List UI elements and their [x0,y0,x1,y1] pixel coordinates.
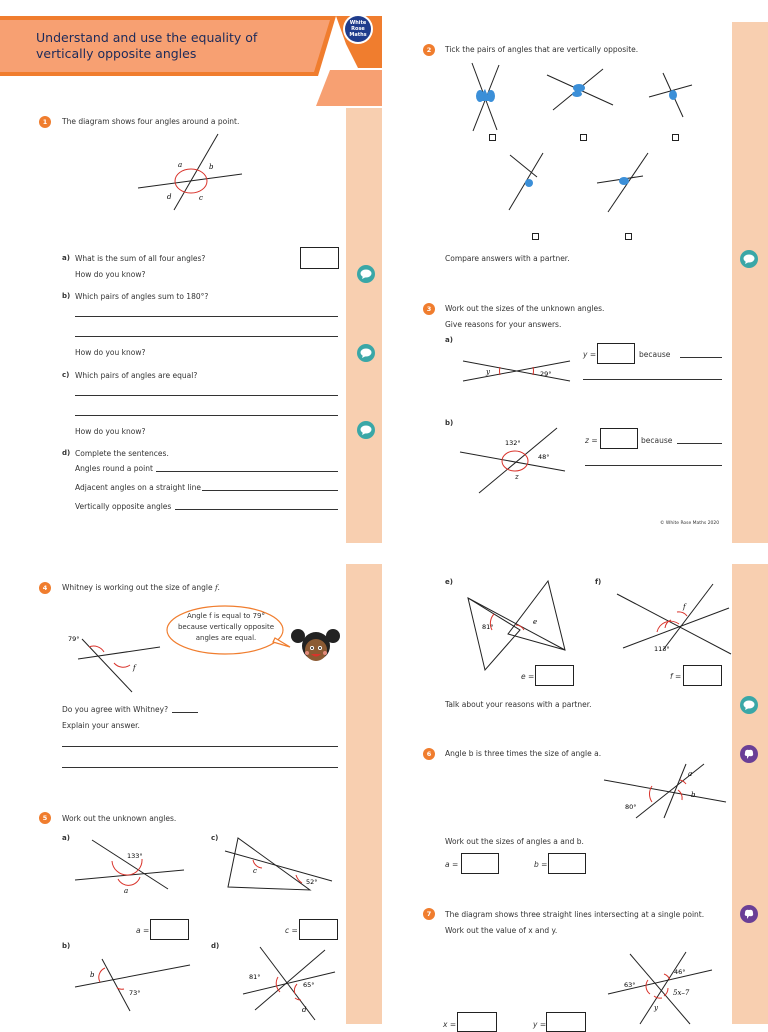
vertically-opposite-options-diagram [445,55,695,215]
answer-line[interactable] [75,395,338,396]
angle-label-a: a [178,161,183,169]
diagram-5f [613,580,733,660]
answer-line[interactable] [172,712,198,713]
angle-80: 80° [625,803,637,811]
answer-box[interactable] [300,247,339,269]
page-3 [0,562,382,1024]
angle-48: 48° [538,453,550,461]
diagram-5a [72,837,187,897]
sentence-stem: Vertically opposite angles [75,502,172,511]
question-number: 2 [423,44,435,56]
equation-label: x = [443,1020,457,1029]
answer-line[interactable] [202,490,338,491]
discuss-icon [740,696,758,714]
part-label: a) [62,834,70,842]
question-text: Which pairs of angles are equal? [75,371,198,380]
question-text: Whitney is working out the size of angle f. [62,583,220,592]
question-number: 5 [39,812,51,824]
equation-label: f = [670,672,682,681]
question-number: 4 [39,582,51,594]
angle-81: 81° [482,623,494,631]
angle-46: 46° [674,968,686,976]
angle-52: 52° [306,878,318,886]
answer-box[interactable] [600,428,638,449]
whitney-character [288,624,343,664]
sidebar [732,22,768,543]
question-number: 1 [39,116,51,128]
angle-133: 133° [127,852,143,860]
angle-79: 79° [68,635,80,643]
question-text: Which pairs of angles sum to 180°? [75,292,209,301]
answer-line[interactable] [583,379,722,380]
part-label: f) [595,578,602,586]
angle-63: 63° [624,981,636,989]
white-rose-maths-logo: White Rose Maths [343,14,373,44]
answer-line[interactable] [75,415,338,416]
angle-113: 113° [654,645,670,653]
equation-label: e = [521,672,535,681]
answer-line[interactable] [175,509,338,510]
diagram-5e [460,578,575,673]
answer-line[interactable] [75,336,338,337]
answer-box[interactable] [461,853,499,874]
diagram-5b [72,955,192,1015]
page-1 [0,0,382,543]
speech-text: Angle f is equal to 79° because vertically opposite angles are equal. [177,612,274,642]
angle-label-b: b [90,971,95,979]
diagram-3a [460,355,580,385]
sidebar [346,108,382,543]
part-label: b) [62,292,71,300]
question-text: Complete the sentences. [75,449,169,458]
copyright: © White Rose Maths 2020 [660,521,720,526]
sidebar [732,564,768,1024]
answer-box[interactable] [535,665,574,686]
part-label: b) [445,419,454,427]
equation-label: a = [445,860,459,869]
question-text: Tick the pairs of angles that are vertically opposite. [445,45,639,54]
part-label: b) [62,942,71,950]
angle-label-f: f [133,664,136,672]
angle-label-y: y [654,1004,658,1012]
discussion-prompt: Compare answers with a partner. [445,254,570,263]
answer-line[interactable] [680,357,722,358]
answer-line[interactable] [62,767,338,768]
discuss-icon [357,344,375,362]
tick-box[interactable] [625,233,632,240]
question-text: Do you agree with Whitney? [62,705,169,714]
answer-box[interactable] [548,853,586,874]
answer-line[interactable] [677,443,722,444]
part-label: c) [62,371,70,379]
page-2 [385,0,768,543]
equation-label: c = [285,926,298,935]
angle-label-b: b [691,791,696,799]
angles-around-point-diagram [130,130,250,210]
question-text: Angle b is three times the size of angle a. [445,749,602,758]
answer-box[interactable] [299,919,338,940]
page-4 [385,562,768,1029]
expression-label: 5x–7 [673,989,690,997]
answer-line[interactable] [585,465,722,466]
question-text: Work out the unknown angles. [62,814,177,823]
diagram-5d [235,942,345,1024]
question-text: The diagram shows four angles around a point. [62,117,240,126]
tick-box[interactable] [489,134,496,141]
diagram-5c [220,835,340,895]
because-label: because [641,436,673,445]
discuss-icon [357,421,375,439]
sidebar [346,564,382,1024]
question-number: 3 [423,303,435,315]
part-label: a) [62,254,70,262]
part-label: e) [445,578,453,586]
diagram-6 [600,760,730,820]
part-label: d) [211,942,220,950]
tick-box[interactable] [580,134,587,141]
angle-label-d: d [302,1006,307,1014]
equation-label: a = [136,926,150,935]
part-label: c) [211,834,219,842]
angle-label-a: a [688,770,693,778]
diagram-7 [600,944,720,1024]
angle-label-e: e [533,618,538,626]
question-text: Work out the sizes of angles a and b. [445,837,584,846]
tick-box[interactable] [672,134,679,141]
question-text: How do you know? [75,348,146,357]
equation-label: y = [583,350,597,359]
question-text: Work out the value of x and y. [445,926,558,935]
question-number: 7 [423,908,435,920]
angle-81: 81° [249,973,261,981]
diagram-3b [457,425,567,500]
answer-line[interactable] [75,316,338,317]
angle-label-z: z [515,473,519,481]
answer-box[interactable] [457,1012,497,1032]
question-number: 6 [423,748,435,760]
tick-box[interactable] [532,233,539,240]
equation-label: b = [534,860,548,869]
angle-29: 29° [540,370,552,378]
equation-label: y = [533,1020,547,1029]
question-text: The diagram shows three straight lines intersecting at a single point. [445,910,705,919]
angle-label-b: b [209,163,214,171]
angle-label-c: c [253,867,257,875]
angle-label-c: c [199,194,203,202]
answer-box[interactable] [546,1012,586,1032]
discuss-icon [740,250,758,268]
angle-label-f: f [683,603,686,611]
sentence-stem: Adjacent angles on a straight line [75,483,202,492]
question-text: How do you know? [75,270,146,279]
question-text: Give reasons for your answers. [445,320,562,329]
angle-65: 65° [303,981,315,989]
equation-label: z = [585,436,598,445]
answer-line[interactable] [62,746,338,747]
part-label: a) [445,336,453,344]
answer-box[interactable] [683,665,722,686]
reasoning-icon [740,745,758,763]
question-text: Work out the sizes of the unknown angles. [445,304,605,313]
answer-box[interactable] [150,919,189,940]
part-label: d) [62,449,71,457]
answer-box[interactable] [597,343,635,364]
because-label: because [639,350,671,359]
diagram-4 [60,617,160,697]
question-text: What is the sum of all four angles? [75,254,206,263]
sentence-stem: Angles round a point [75,464,153,473]
question-text: How do you know? [75,427,146,436]
question-text: Explain your answer. [62,721,140,730]
angle-73: 73° [129,989,141,997]
discuss-icon [357,265,375,283]
reasoning-icon [740,905,758,923]
answer-line[interactable] [156,471,338,472]
angle-label-d: d [167,193,172,201]
page-title: Understand and use the equality of vertically opposite angles [36,30,258,61]
angle-label-a: a [124,887,129,895]
discussion-prompt: Talk about your reasons with a partner. [445,700,592,709]
angle-132: 132° [505,439,521,447]
angle-label-y: y [486,368,490,376]
